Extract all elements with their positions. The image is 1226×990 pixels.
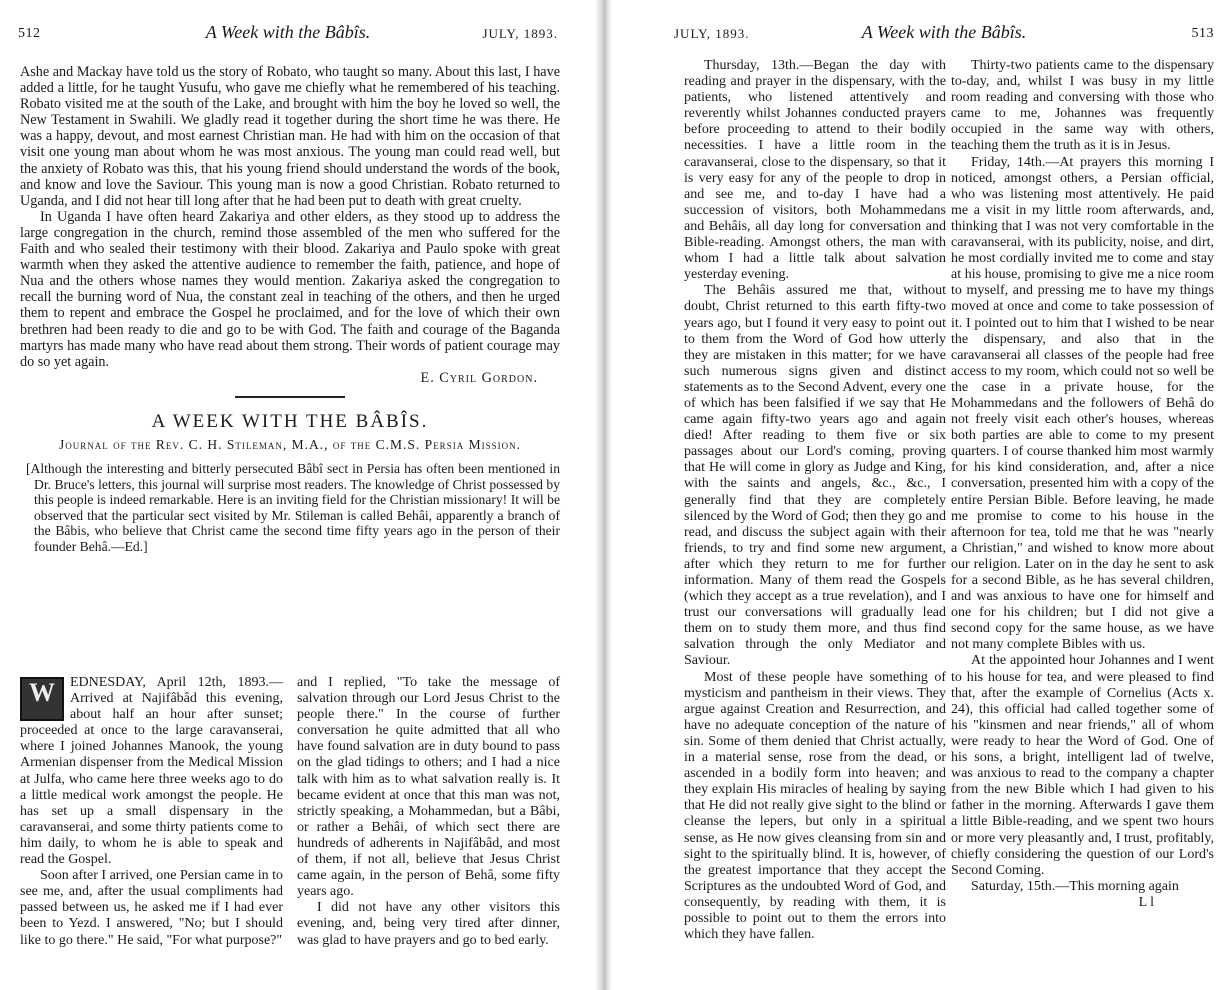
drop-cap <box>20 677 64 721</box>
left-top-text <box>20 64 560 555</box>
drop-cap-letter: W <box>29 678 55 707</box>
paragraph: Soon after I arrived, one Persian came in to see me, and, after the usual compliments had passed between us, he asked me if I had ever been to Yezd. I answered, "No; but I should like to go there." He said, "For what purpose?" <box>20 868 283 948</box>
signature-mark: L l <box>1138 894 1154 910</box>
running-title: A Week with the Bâbîs. <box>205 22 371 42</box>
right-column-2 <box>951 58 1214 911</box>
paragraph: At the appointed hour Johannes and I went to his house for tea, and were pleased to find that, after the example of Cornelius (Acts x. 24), this official had called together some of his "kinsmen and near friends," all of whom were ready to hear the Word of God. One of his sons, a bright, intelligent lad of twelve, was anxious to read to the company a chapter from the new Bible which I had given to his father in the morning. Afterwards I gave them a little Bible-reading, and we spent two hours or more very pleasantly and, I trust, profitably, chiefly considering the question of our Lord's Second Coming. <box>951 653 1214 878</box>
signature: E. Cyril Gordon. <box>420 369 538 386</box>
right-column-1 <box>684 58 946 943</box>
right-page <box>612 0 1226 990</box>
page-number: 513 <box>1191 26 1214 41</box>
issue-date: JULY, 1893. <box>674 26 750 41</box>
section-divider <box>235 396 345 398</box>
left-two-columns <box>20 675 560 949</box>
editor-note: [Although the interesting and bitterly persecuted Bâbî sect in Persia has often been mentioned in Dr. Bruce's letters, this journal will surprise most readers. The knowledge of Christ possessed by this people is indeed remarkable. Here is an inviting field for the Christian missionary! It will be observed that the particular sect visited by Mr. Stileman is called Behâi, apparently a branch of the Bâbis, who believe that Christ came the second time fifty years ago in the person of their founder Behâ.—Ed.] <box>26 460 560 554</box>
paragraph: Thursday, 13th.—Began the day with reading and prayer in the dispensary, with the patients, who listened attentively and reverently whilst Johannes conducted prayers before proceeding to attend to their bodily necessities. I have a little room in the caravanserai, close to the dispensary, so that it is very easy for any of the people to drop in and see me, and to-day I have had a succession of visitors, both Mohammedans and Behâis, all day long for conversation and Bible-reading. Amongst others, the man with whom I had a little talk about salvation yesterday evening. <box>684 58 946 283</box>
paragraph: and I replied, "To take the message of salvation through our Lord Jesus Christ to the people there." In the course of further conversation he quite admitted that all who have found salvation are in duty bound to pass on the glad tidings to others; and I had a nice talk with him as to what salvation really is. It became evident at once that this man was not, strictly speaking, a Mohammedan, but a Bâbi, or rather a Behâi, of which sect there are hundreds of adherents in Najifâbâd, and most of them, if not all, believe that Jesus Christ came again, in the person of Behâ, some fifty years ago. <box>297 675 560 900</box>
paragraph: Saturday, 15th.—This morning again <box>971 878 1179 894</box>
paragraph: The Behâis assured me that, without doubt, Christ returned to this earth fifty-two years ago, but I found it very easy to point out to them from the Word of God how utterly they are mistaken in this matter; for we have such numerous signs given and distinct statements as to the Second Advent, every one of which has been falsified if we say that He came again fifty-two years ago and again died! After reading to them five or six passages about our Lord's coming, proving that He will come in glory as Judge and King, with the saints and angels, &c., &c., I generally find that they are completely silenced by the Word of God; then they go and read, and discuss the subject again with their friends, to try and find some new argument, after which they return to me for further information. Many of them read the Gospels (which they accept as a true revelation), and I trust our conversations will gradually lead them on to study them more, and thus find salvation through the only Mediator and Saviour. <box>684 283 946 669</box>
article-subtitle: Journal of the Rev. C. H. Stileman, M.A., of the C.M.S. Persia Mission. <box>59 436 521 452</box>
paragraph: Thirty-two patients came to the dispensary to-day, and, whilst I was busy in my little room reading and conversing with those who came to me, Johannes was frequently occupied in the same way with others, teaching them the truth as it is in Jesus. <box>951 58 1214 154</box>
book-gutter <box>595 0 612 990</box>
paragraph: EDNESDAY, April 12th, 1893.—Arrived at Najifâbâd this evening, about half an hour after sunset; proceeded at once to the large caravanserai, where I joined Johannes Manook, the young Armenian dispenser from the Medical Mission at Julfa, who came here three weeks ago to do a little medical work amongst the people. He has set up a small dispensary in the caravanserai, and some thirty patients come to him daily, to whom he is able to speak and read the Gospel. <box>20 675 283 868</box>
running-title: A Week with the Bâbîs. <box>861 22 1027 42</box>
paragraph: Friday, 14th.—At prayers this morning I noticed, amongst others, a Persian official, who was listening most attentively. He paid me a visit in my little room afterwards, and, thinking that I was not very comfortable in the caravanserai, with its publicity, noise, and dirt, he most cordially invited me to come and stay at his house, promising to give me a nice room to myself, and pressing me to have my things moved at once and come to take possession of it. I pointed out to him that I wished to be near the dispensary, and also that in the caravanserai all classes of the people had free access to my room, which could not so well be the case in a private house, for the Mohammedans and the followers of Behâ do not freely visit each other's houses, whereas both parties are able to come to my present quarters. I of course thanked him most warmly for his kind consideration, and, after a nice conversation, presented him with a copy of the entire Persian Bible. Before leaving, he made me promise to come to his house in the afternoon for tea, told me that he was "nearly a Christian," and wished to know more about our religion. Later on in the day he sent to ask for a second Bible, as he has several children, and was anxious to have one for himself and one for his children; but I did not give a second copy for the same house, as we have not many complete Bibles with us. <box>951 154 1214 653</box>
left-page <box>0 0 595 990</box>
left-column-2 <box>297 675 560 949</box>
left-column-1 <box>20 675 283 949</box>
page-number: 512 <box>18 26 41 41</box>
right-page-header <box>674 24 1214 48</box>
paragraph: In Uganda I have often heard Zakariya and other elders, as they stood up to address the large congregation in the church, remind those assembled of the men who suffered for the Faith and who sealed their testimony with their blood. Zakariya and Paulo spoke with great warmth when they asked the attentive audience to remember the faith, patience, and hope of Nua and the others whose names they would mention. Zakariya asked the congregation to recall the burning word of Nua, the constant zeal in teaching of the others, and then he urged them to repent and embrace the Gospel he proclaimed, and for the love of which their own brethren had been ready to die and go to be with God. The faith and courage of the Baganda martyrs has made many who have read about them strong. Their words of patient courage may do so yet again. <box>20 208 560 370</box>
paragraph: Ashe and Mackay have told us the story of Robato, who taught so many. About this last, I have added a little, for he taught Yusufu, who gave me chiefly what he remembered of his teaching. Robato visited me at the south of the Lake, and brought with him the boy he loved so well, the New Testament in Swahili. We gladly read it together during the short time he was there. He was a happy, devout, and most earnest Christian man. He had with him on the occasion of that visit one young man about whom he was most anxious. The young man could read well, but the anxiety of Robato was this, that his young friend should understand the words of the book, and know and love the Saviour. This young man is now a good Christian. Robato returned to Uganda, and I did not hear till long after that he had been put to death with great cruelty. <box>20 64 560 209</box>
article-title: A WEEK WITH THE BÂBÎS. <box>151 410 429 432</box>
issue-date: JULY, 1893. <box>482 26 558 41</box>
paragraph: I did not have any other visitors this evening, and, being very tired after dinner, was glad to have prayers and go to bed early. <box>297 900 560 948</box>
left-page-header <box>18 24 558 48</box>
paragraph: Most of these people have something of mysticism and pantheism in their views. They argue against Creation and Resurrection, and have no adequate conception of the nature of sin. Some of them denied that Christ actually, in a material sense, rose from the dead, or ascended in a bodily form into heaven; and they explain His miracles of healing by saying that He did not really give sight to the blind or cleanse the lepers, but only in a spiritual sense, as He now gives cleansing from sin and sight to the spiritually blind. It is, however, of the greatest importance that they accept the Scriptures as the undoubted Word of God, and consequently, by reading with them, it is possible to point out to them the errors into which they have fallen. <box>684 669 946 943</box>
